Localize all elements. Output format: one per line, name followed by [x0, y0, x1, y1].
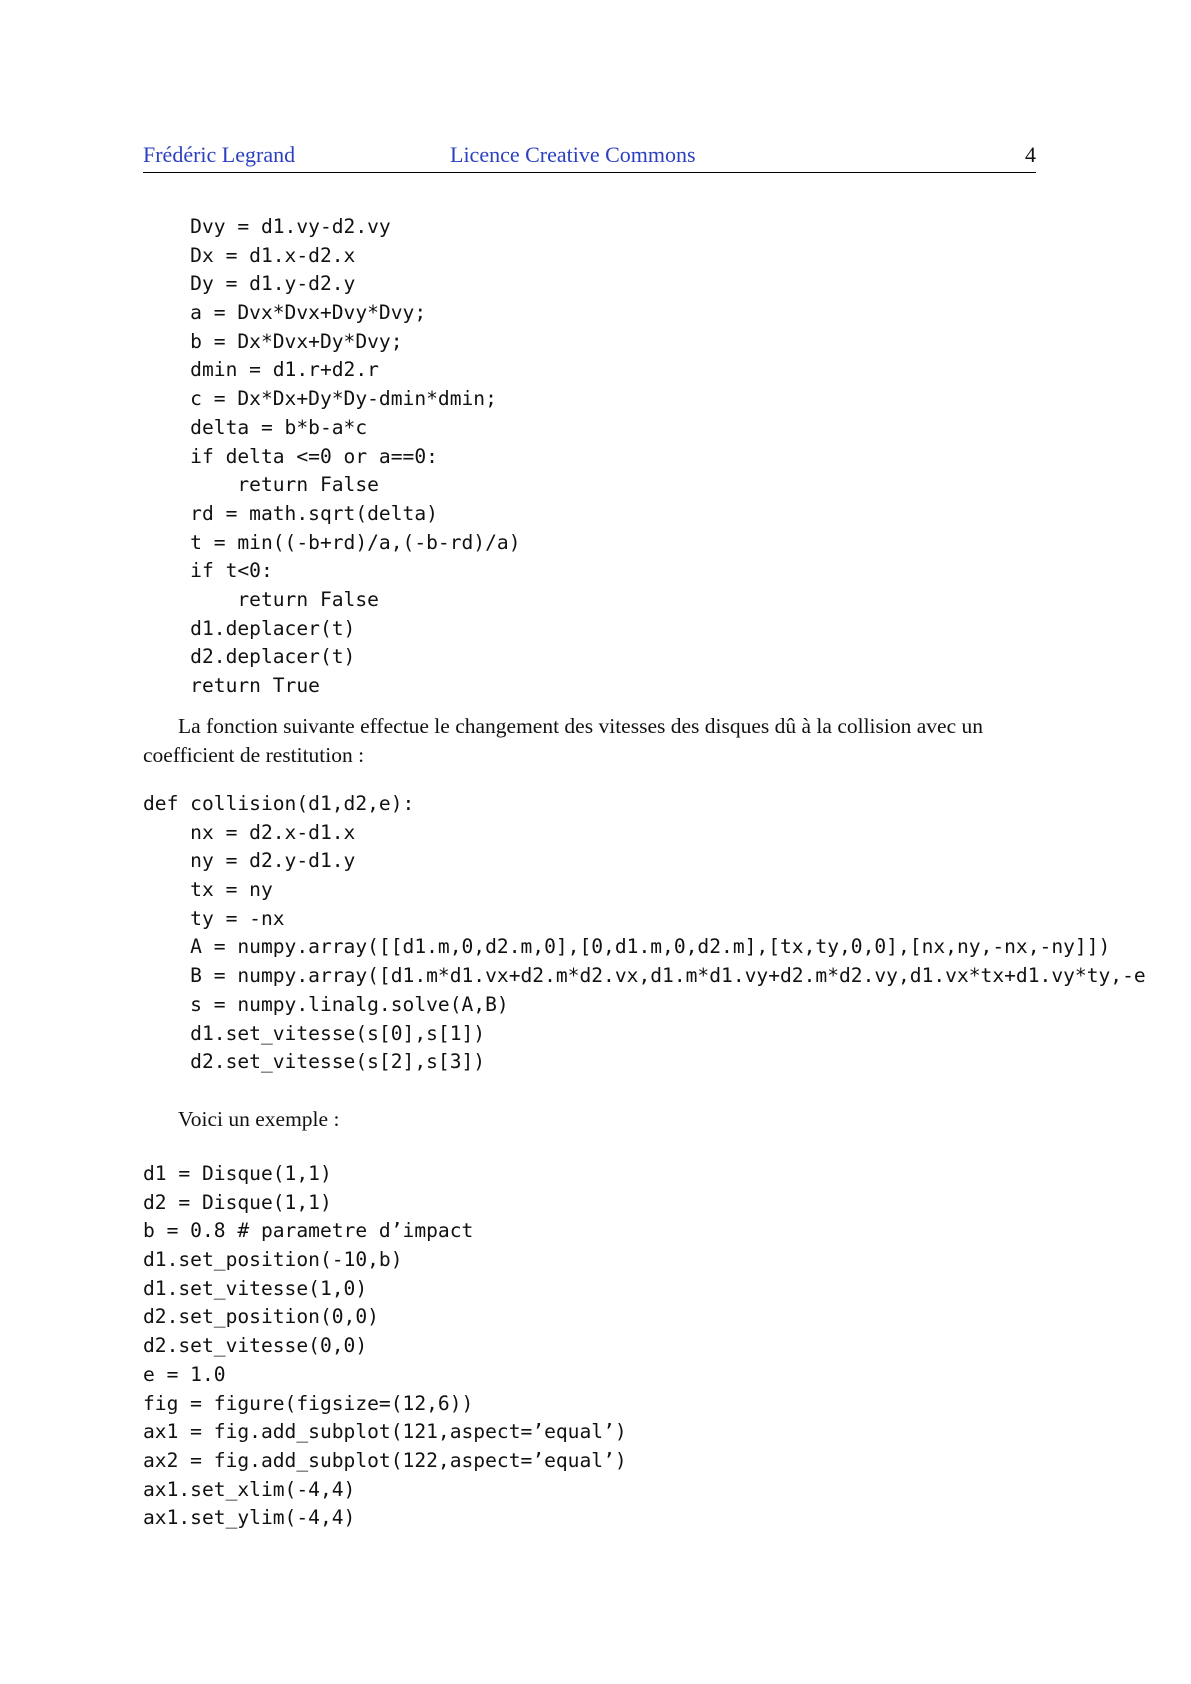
- page-header: [143, 140, 1036, 173]
- code-line: ty = -nx: [143, 906, 285, 930]
- code-line: t = min((-b+rd)/a,(-b-rd)/a): [143, 530, 521, 554]
- code-line: ax1.set_xlim(-4,4): [143, 1477, 356, 1501]
- code-line: return True: [143, 674, 320, 697]
- header-author: Frédéric Legrand: [143, 142, 296, 167]
- code-line: s = numpy.linalg.solve(A,B): [143, 992, 509, 1016]
- code-line: d2 = Disque(1,1): [143, 1190, 332, 1214]
- code-line: Dvy = d1.vy-d2.vy: [143, 215, 391, 238]
- code-line: B = numpy.array([d1.m*d1.vx+d2.m*d2.vx,d1.m*d1.vy+d2.m*d2.vy,d1.vx*tx+d1.vy*ty,-e: [143, 964, 1146, 988]
- code-line: def collision(d1,d2,e):: [143, 792, 415, 815]
- code-line: return False: [143, 473, 379, 497]
- code-line: if delta <=0 or a==0:: [143, 444, 438, 468]
- paragraph-example-intro: [143, 1105, 1036, 1134]
- code-line: delta = b*b-a*c: [143, 415, 368, 439]
- code-block-collision: [143, 790, 1146, 1077]
- header-license: Licence Creative Commons: [450, 142, 696, 167]
- code-line: return False: [143, 587, 379, 611]
- code-line: d2.set_position(0,0): [143, 1305, 379, 1329]
- paragraph-collision-intro: [143, 712, 1036, 769]
- code-block-detection: [143, 213, 521, 701]
- code-block-example: [143, 1160, 627, 1533]
- code-line: ax1.set_ylim(-4,4): [143, 1506, 356, 1530]
- code-line: ax1 = fig.add_subplot(121,aspect=’equal’): [143, 1420, 627, 1444]
- code-line: d2.deplacer(t): [143, 645, 356, 669]
- code-line: a = Dvx*Dvx+Dvy*Dvy;: [143, 301, 427, 325]
- code-line: d1.set_vitesse(s[0],s[1]): [143, 1021, 486, 1045]
- code-line: d1.set_vitesse(1,0): [143, 1276, 368, 1300]
- code-line: Dx = d1.x-d2.x: [143, 243, 356, 267]
- code-line: c = Dx*Dx+Dy*Dy-dmin*dmin;: [143, 387, 497, 411]
- paragraph-example-text: Voici un exemple :: [178, 1107, 340, 1131]
- code-line: b = Dx*Dvx+Dy*Dvy;: [143, 329, 403, 353]
- code-line: d2.set_vitesse(s[2],s[3]): [143, 1050, 486, 1074]
- code-line: ny = d2.y-d1.y: [143, 849, 356, 873]
- code-line: tx = ny: [143, 878, 273, 902]
- code-line: rd = math.sqrt(delta): [143, 501, 438, 525]
- code-line: fig = figure(figsize=(12,6)): [143, 1391, 474, 1415]
- code-line: d1.deplacer(t): [143, 616, 356, 640]
- code-line: ax2 = fig.add_subplot(122,aspect=’equal’): [143, 1448, 627, 1472]
- code-line: b = 0.8 # parametre d’impact: [143, 1219, 474, 1243]
- code-line: A = numpy.array([[d1.m,0,d2.m,0],[0,d1.m,0,d2.m],[tx,ty,0,0],[nx,ny,-nx,-ny]]): [143, 935, 1111, 959]
- code-line: nx = d2.x-d1.x: [143, 820, 356, 844]
- code-line: if t<0:: [143, 559, 273, 583]
- paragraph-collision-text: La fonction suivante effectue le changement des vitesses des disques dû à la collision avec un coefficient de restitution :: [143, 714, 984, 767]
- code-line: d1 = Disque(1,1): [143, 1162, 332, 1185]
- code-line: d2.set_vitesse(0,0): [143, 1334, 368, 1358]
- code-line: dmin = d1.r+d2.r: [143, 358, 379, 382]
- code-line: d1.set_position(-10,b): [143, 1248, 403, 1272]
- page-number: 4: [1025, 142, 1036, 167]
- code-line: Dy = d1.y-d2.y: [143, 272, 356, 296]
- code-line: e = 1.0: [143, 1362, 226, 1386]
